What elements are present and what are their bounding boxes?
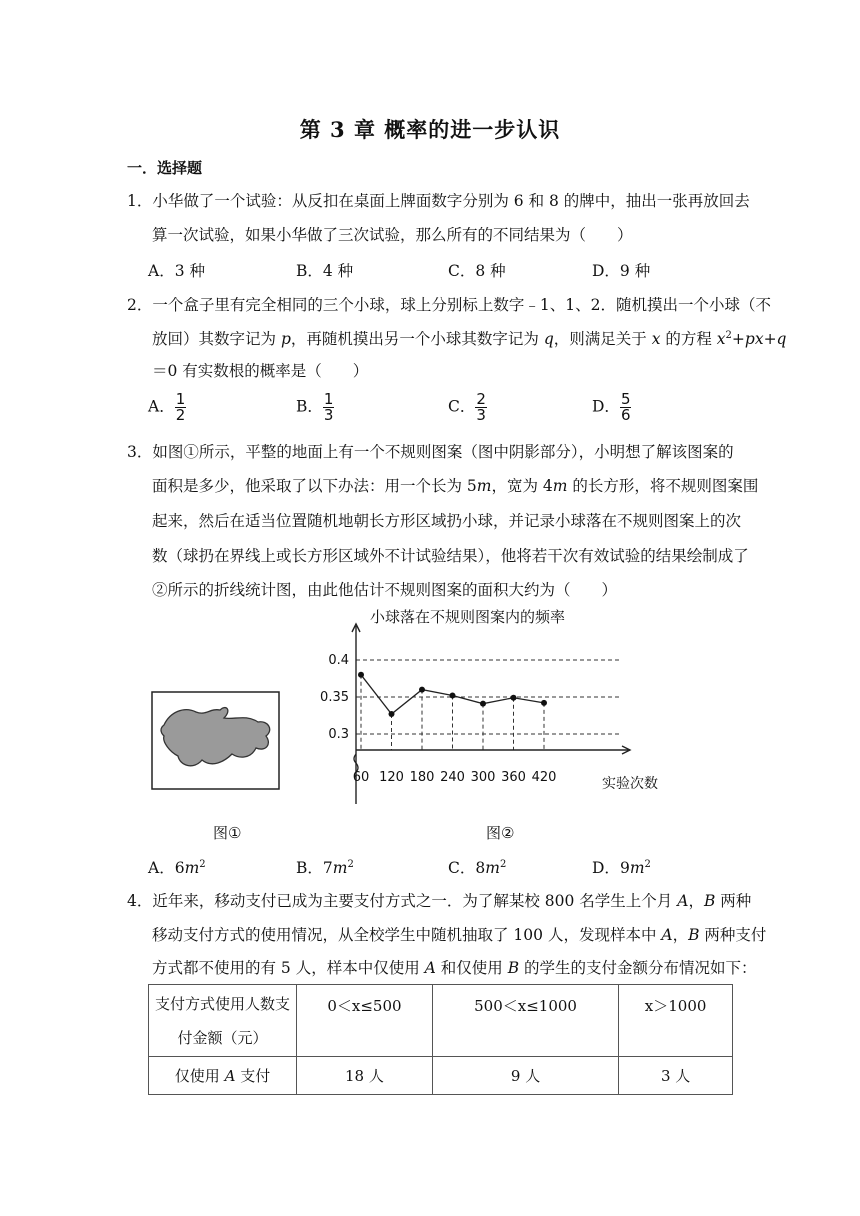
q4-text: 两种 [715, 892, 752, 910]
q3-text: 面积是多少，他采取了以下办法：用一个长为 5 [152, 477, 477, 495]
q4-line3 [152, 956, 757, 978]
option-unit: m [629, 859, 645, 877]
option-value: 7 [322, 859, 333, 877]
option-unit: m [184, 859, 200, 877]
q3-line1: 3．如图①所示，平整的地面上有一个不规则图案（图中阴影部分），小明想了解该图案的 [127, 443, 734, 461]
data-point [358, 672, 364, 678]
option-value: 6 [174, 859, 185, 877]
q2-option-c[interactable] [448, 392, 487, 423]
q3-line2 [152, 474, 758, 496]
x-tick-label: 240 [440, 770, 465, 785]
q4-text: 4．近年来，移动支付已成为主要支付方式之一．为了解某校 800 名学生上个月 [127, 892, 678, 910]
q3-text: ，宽为 4 [491, 477, 553, 495]
chapter-title: 第 3 章 概率的进一步认识 [299, 117, 561, 142]
equation-rest: +px+q [731, 330, 787, 348]
q1-option-d[interactable]: D．9 种 [592, 262, 651, 280]
q2-option-a[interactable] [148, 392, 186, 423]
y-tick-label: 0.3 [328, 727, 349, 742]
x-tick-label: 120 [379, 770, 404, 785]
q2-text: 的方程 [660, 330, 717, 348]
fraction [620, 392, 632, 423]
frequency-line-chart [320, 604, 680, 814]
header-label-line1: 支付方式使用人数支 [154, 994, 290, 1013]
table-row [149, 1057, 733, 1095]
option-prefix: D． [592, 859, 620, 877]
table-header-col1: 0＜x≤500 [297, 985, 433, 1057]
row-label-text: 仅使用 [174, 1067, 225, 1085]
row-label [149, 1057, 297, 1095]
x-tick-label: 180 [409, 770, 435, 785]
q3-option-a[interactable] [148, 856, 206, 878]
y-tick-label: 0.4 [328, 653, 349, 668]
option-prefix: A． [148, 859, 175, 877]
equation-exponent: 2 [725, 329, 732, 341]
equation-x: x [716, 330, 726, 348]
fraction [475, 392, 487, 423]
q4-text: 移动支付方式的使用情况，从全校学生中随机抽取了 100 人，发现样本中 [152, 926, 662, 944]
x-tick-label: 420 [531, 770, 557, 785]
q2-text: ，再随机摸出另一个小球其数字记为 [290, 330, 544, 348]
chart-title: 小球落在不规则图案内的频率 [370, 608, 566, 626]
q3-line4: 数（球扔在界线上或长方形区域外不计试验结果），他将若干次有效试验的结果绘制成了 [152, 547, 749, 565]
var-A: A [661, 926, 673, 944]
fraction [175, 392, 187, 423]
unit-m: m [552, 477, 568, 495]
q3-option-b[interactable] [296, 856, 354, 878]
q1-line2: 算一次试验，如果小华做了三次试验，那么所有的不同结果为（ ） [152, 226, 633, 244]
q4-text: ， [672, 926, 689, 944]
denominator: 2 [175, 406, 186, 424]
q3-option-c[interactable] [448, 856, 506, 878]
q3-line3: 起来，然后在适当位置随机地朝长方形区域扔小球，并记录小球落在不规则图案上的次 [152, 512, 742, 530]
option-value: 9 [619, 859, 630, 877]
numerator: 5 [620, 390, 631, 408]
header-label-line2: 付金额（元） [177, 1028, 268, 1047]
numerator: 1 [323, 390, 334, 408]
fraction [323, 392, 335, 423]
q3-line5: ②所示的折线统计图，由此他估计不规则图案的面积大约为（ ） [152, 581, 618, 599]
var-B: B [507, 959, 520, 977]
denominator: 6 [620, 406, 631, 424]
option-unit: m [485, 859, 500, 877]
denominator: 3 [476, 406, 486, 424]
figure-irregular-shape [150, 690, 282, 792]
q1-option-a[interactable]: A．3 种 [148, 262, 205, 280]
data-point [389, 711, 395, 717]
table-header-col2: 500＜x≤1000 [432, 985, 618, 1057]
q2-line3: ＝0 有实数根的概率是（ ） [152, 362, 369, 380]
data-point [511, 695, 517, 701]
q2-text: 放回）其数字记为 [152, 330, 281, 348]
table-cell: 9 人 [432, 1057, 618, 1095]
q2-line2 [152, 327, 786, 349]
q3-option-d[interactable] [592, 856, 651, 878]
option-exponent: 2 [347, 858, 354, 870]
figure-2-label: 图② [486, 824, 515, 842]
var-B: B [703, 892, 716, 910]
q4-text: ， [688, 892, 704, 910]
data-point [419, 687, 425, 693]
data-point [450, 693, 456, 699]
q2-option-d[interactable] [592, 392, 631, 423]
q4-text: 两种支付 [699, 926, 767, 944]
var-B: B [688, 926, 700, 944]
chart-grid [356, 660, 622, 750]
var-p: p [280, 330, 291, 348]
option-exponent: 2 [644, 858, 651, 870]
option-prefix: B． [296, 859, 323, 877]
option-exponent: 2 [199, 858, 206, 870]
q2-line1: 2．一个盒子里有完全相同的三个小球，球上分别标上数字﹣1、1、2．随机摸出一个小球（不 [127, 296, 771, 314]
var-A: A [224, 1067, 236, 1085]
q4-text: 和仅使用 [435, 959, 508, 977]
q3-text: 的长方形，将不规则图案围 [567, 477, 759, 495]
unit-m: m [476, 477, 492, 495]
q4-line2 [152, 923, 766, 945]
figure-1-label: 图① [213, 824, 242, 842]
q1-option-b[interactable]: B．4 种 [296, 262, 354, 280]
q1-line1: 1．小华做了一个试验：从反扣在桌面上牌面数字分别为 6 和 8 的牌中，抽出一张再放回去 [127, 192, 750, 210]
table-header-row [149, 985, 733, 1057]
var-A: A [424, 959, 436, 977]
y-tick-label: 0.35 [320, 690, 349, 705]
numerator: 2 [476, 390, 486, 408]
data-point [541, 700, 547, 706]
option-prefix: B． [296, 397, 323, 416]
section-heading: 一．选择题 [127, 159, 203, 177]
var-q: q [543, 330, 554, 348]
option-prefix: C． [448, 859, 476, 877]
var-x: x [651, 330, 661, 348]
table-header-col3: x＞1000 [619, 985, 733, 1057]
option-prefix: A． [148, 397, 175, 416]
option-value: 8 [475, 859, 486, 877]
q4-text: 方式都不使用的有 5 人，样本中仅使用 [152, 959, 425, 977]
q4-text: 的学生的支付金额分布情况如下： [519, 959, 757, 977]
option-unit: m [332, 859, 348, 877]
q4-line1 [127, 889, 751, 911]
table-cell: 18 人 [297, 1057, 433, 1095]
x-tick-label: 60 [352, 770, 370, 785]
table-cell: 3 人 [619, 1057, 733, 1095]
q2-text: ，则满足关于 [553, 330, 652, 348]
x-tick-label: 360 [501, 770, 526, 785]
table-header-label [149, 985, 297, 1057]
payment-table [148, 984, 733, 1095]
option-exponent: 2 [499, 858, 507, 870]
option-prefix: D． [592, 397, 620, 416]
data-point [480, 701, 486, 707]
q1-option-c[interactable]: C．8 种 [448, 262, 506, 280]
x-tick-label: 300 [470, 770, 496, 785]
denominator: 3 [323, 406, 334, 424]
row-label-text: 支付 [235, 1067, 271, 1085]
x-axis-label: 实验次数 [602, 776, 658, 792]
numerator: 1 [175, 390, 186, 408]
option-prefix: C． [448, 397, 476, 416]
var-A: A [677, 892, 689, 910]
q2-option-b[interactable] [296, 392, 334, 423]
